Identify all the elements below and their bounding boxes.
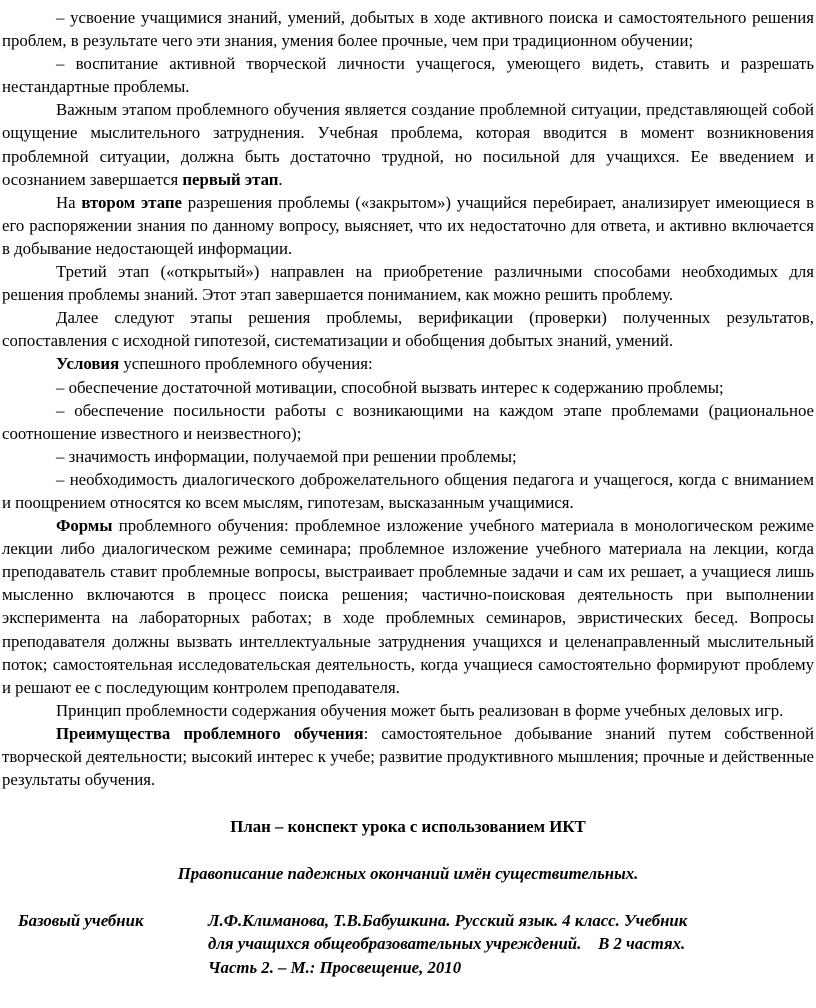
lesson-topic: Правописание падежных окончаний имён существительных.	[177, 864, 639, 884]
list-item-feasibility: – обеспечение посильности работы с возникающими на каждом этапе проблемами (рациональное соотношение известного и неизвестного);	[2, 400, 814, 443]
paragraph-text: успешного проблемного обучения:	[119, 354, 373, 374]
paragraph-start: На	[56, 192, 82, 212]
paragraph-third-stage: Третий этап («открытый») направлен на приобретение различными способами необходимых для решения проблемы знаний. Этот этап завершается пониманием, как можно решить проблему.	[2, 262, 814, 305]
textbook-line: Л.Ф.Климанова, Т.В.Бабушкина. Русский язык. 4 класс. Учебник	[208, 911, 688, 931]
textbook-citation	[168, 909, 768, 978]
paragraph-advantages	[2, 722, 814, 791]
lesson-plan-title: План – конспект урока с использованием ИКТ	[230, 817, 586, 837]
bold-conditions: Условия	[56, 354, 120, 374]
list-item-motivation: – обеспечение достаточной мотивации, способной вызвать интерес к содержанию проблемы;	[56, 377, 724, 397]
paragraph-text: : самостоятельное добывание знаний путем собственной творческой деятельности; высокий интерес к учебе; развитие продуктивного мышления; прочные и действенные результаты обучения.	[2, 723, 814, 790]
bold-forms: Формы	[56, 516, 113, 536]
textbook-info	[2, 909, 814, 978]
list-item-dialogue: – необходимость диалогического доброжелательного общения педагога и учащегося, когда с вниманием и поощрением относятся ко всем мыслям, гипотезам, высказанным учащимися.	[2, 469, 814, 512]
paragraph-text: Важным этапом проблемного обучения является создание проблемной ситуации, представляющей собой ощущение мыслительного затруднения. Учебная проблема, которая вводится в момент возникновения проблемной ситуации, должна быть достаточно трудной, но посильной для учащихся. Ее введением и осознанием завершается	[2, 100, 814, 189]
lesson-plan-header	[2, 815, 814, 978]
bold-advantages: Преимущества проблемного обучения	[56, 723, 364, 743]
list-item-significance: – значимость информации, получаемой при решении проблемы;	[56, 446, 517, 466]
paragraph-forms	[2, 514, 814, 699]
paragraph-conditions-heading	[2, 352, 814, 375]
textbook-line: для учащихся общеобразовательных учреждений. В 2 частях.	[208, 934, 686, 954]
textbook-label: Базовый учебник	[18, 911, 144, 931]
paragraph-second-stage	[2, 191, 814, 260]
bold-first-stage: первый этап	[182, 169, 279, 189]
paragraph-further-stages: Далее следуют этапы решения проблемы, верификации (проверки) полученных результатов, сопоставления с исходной гипотезой, систематизации и обобщения добытых знаний, умений.	[2, 308, 814, 351]
bold-second-stage: втором этапе	[81, 192, 182, 212]
paragraph-problem-situation	[2, 98, 814, 190]
paragraph-creative-personality: – воспитание активной творческой личности учащегося, умеющего видеть, ставить и разрешать нестандартные проблемы.	[2, 54, 814, 97]
textbook-line: Часть 2. – М.: Просвещение, 2010	[208, 957, 462, 977]
paragraph-knowledge-retention: – усвоение учащимися знаний, умений, добытых в ходе активного поиска и самостоятельного решения проблем, в результате чего эти знания, умения более прочные, чем при традиционном обучении;	[2, 8, 814, 51]
paragraph-end: .	[278, 169, 283, 189]
paragraph-text: разрешения проблемы («закрытом») учащийся перебирает, анализирует имеющиеся в его распоряжении знания по данному вопросу, выясняет, что их недостаточно для ответа, и активно включается в добывание недостающей информации.	[2, 192, 814, 258]
paragraph-text: проблемного обучения: проблемное изложение учебного материала в монологическом режиме лекции либо диалогическом режиме семинара; проблемное изложение учебного материала на лекции, когда преподаватель ставит проблемные вопросы, выстраивает проблемные задачи и сам их решает, а учащиеся лишь мысленно включаются в процесс поиска решения; частично-поисковая деятельность при выполнении эксперимента на лабораторных работах; в ходе проблемных семинаров, эвристических бесед. Вопросы преподавателя должны вызвать интеллектуальные затруднения учащихся и целенаправленный мыслительный поток; самостоятельная исследовательская деятельность, когда учащиеся самостоятельно формируют проблему и решают ее с последующим контролем преподавателя.	[2, 516, 814, 697]
paragraph-principle: Принцип проблемности содержания обучения может быть реализован в форме учебных деловых игр.	[56, 700, 784, 720]
